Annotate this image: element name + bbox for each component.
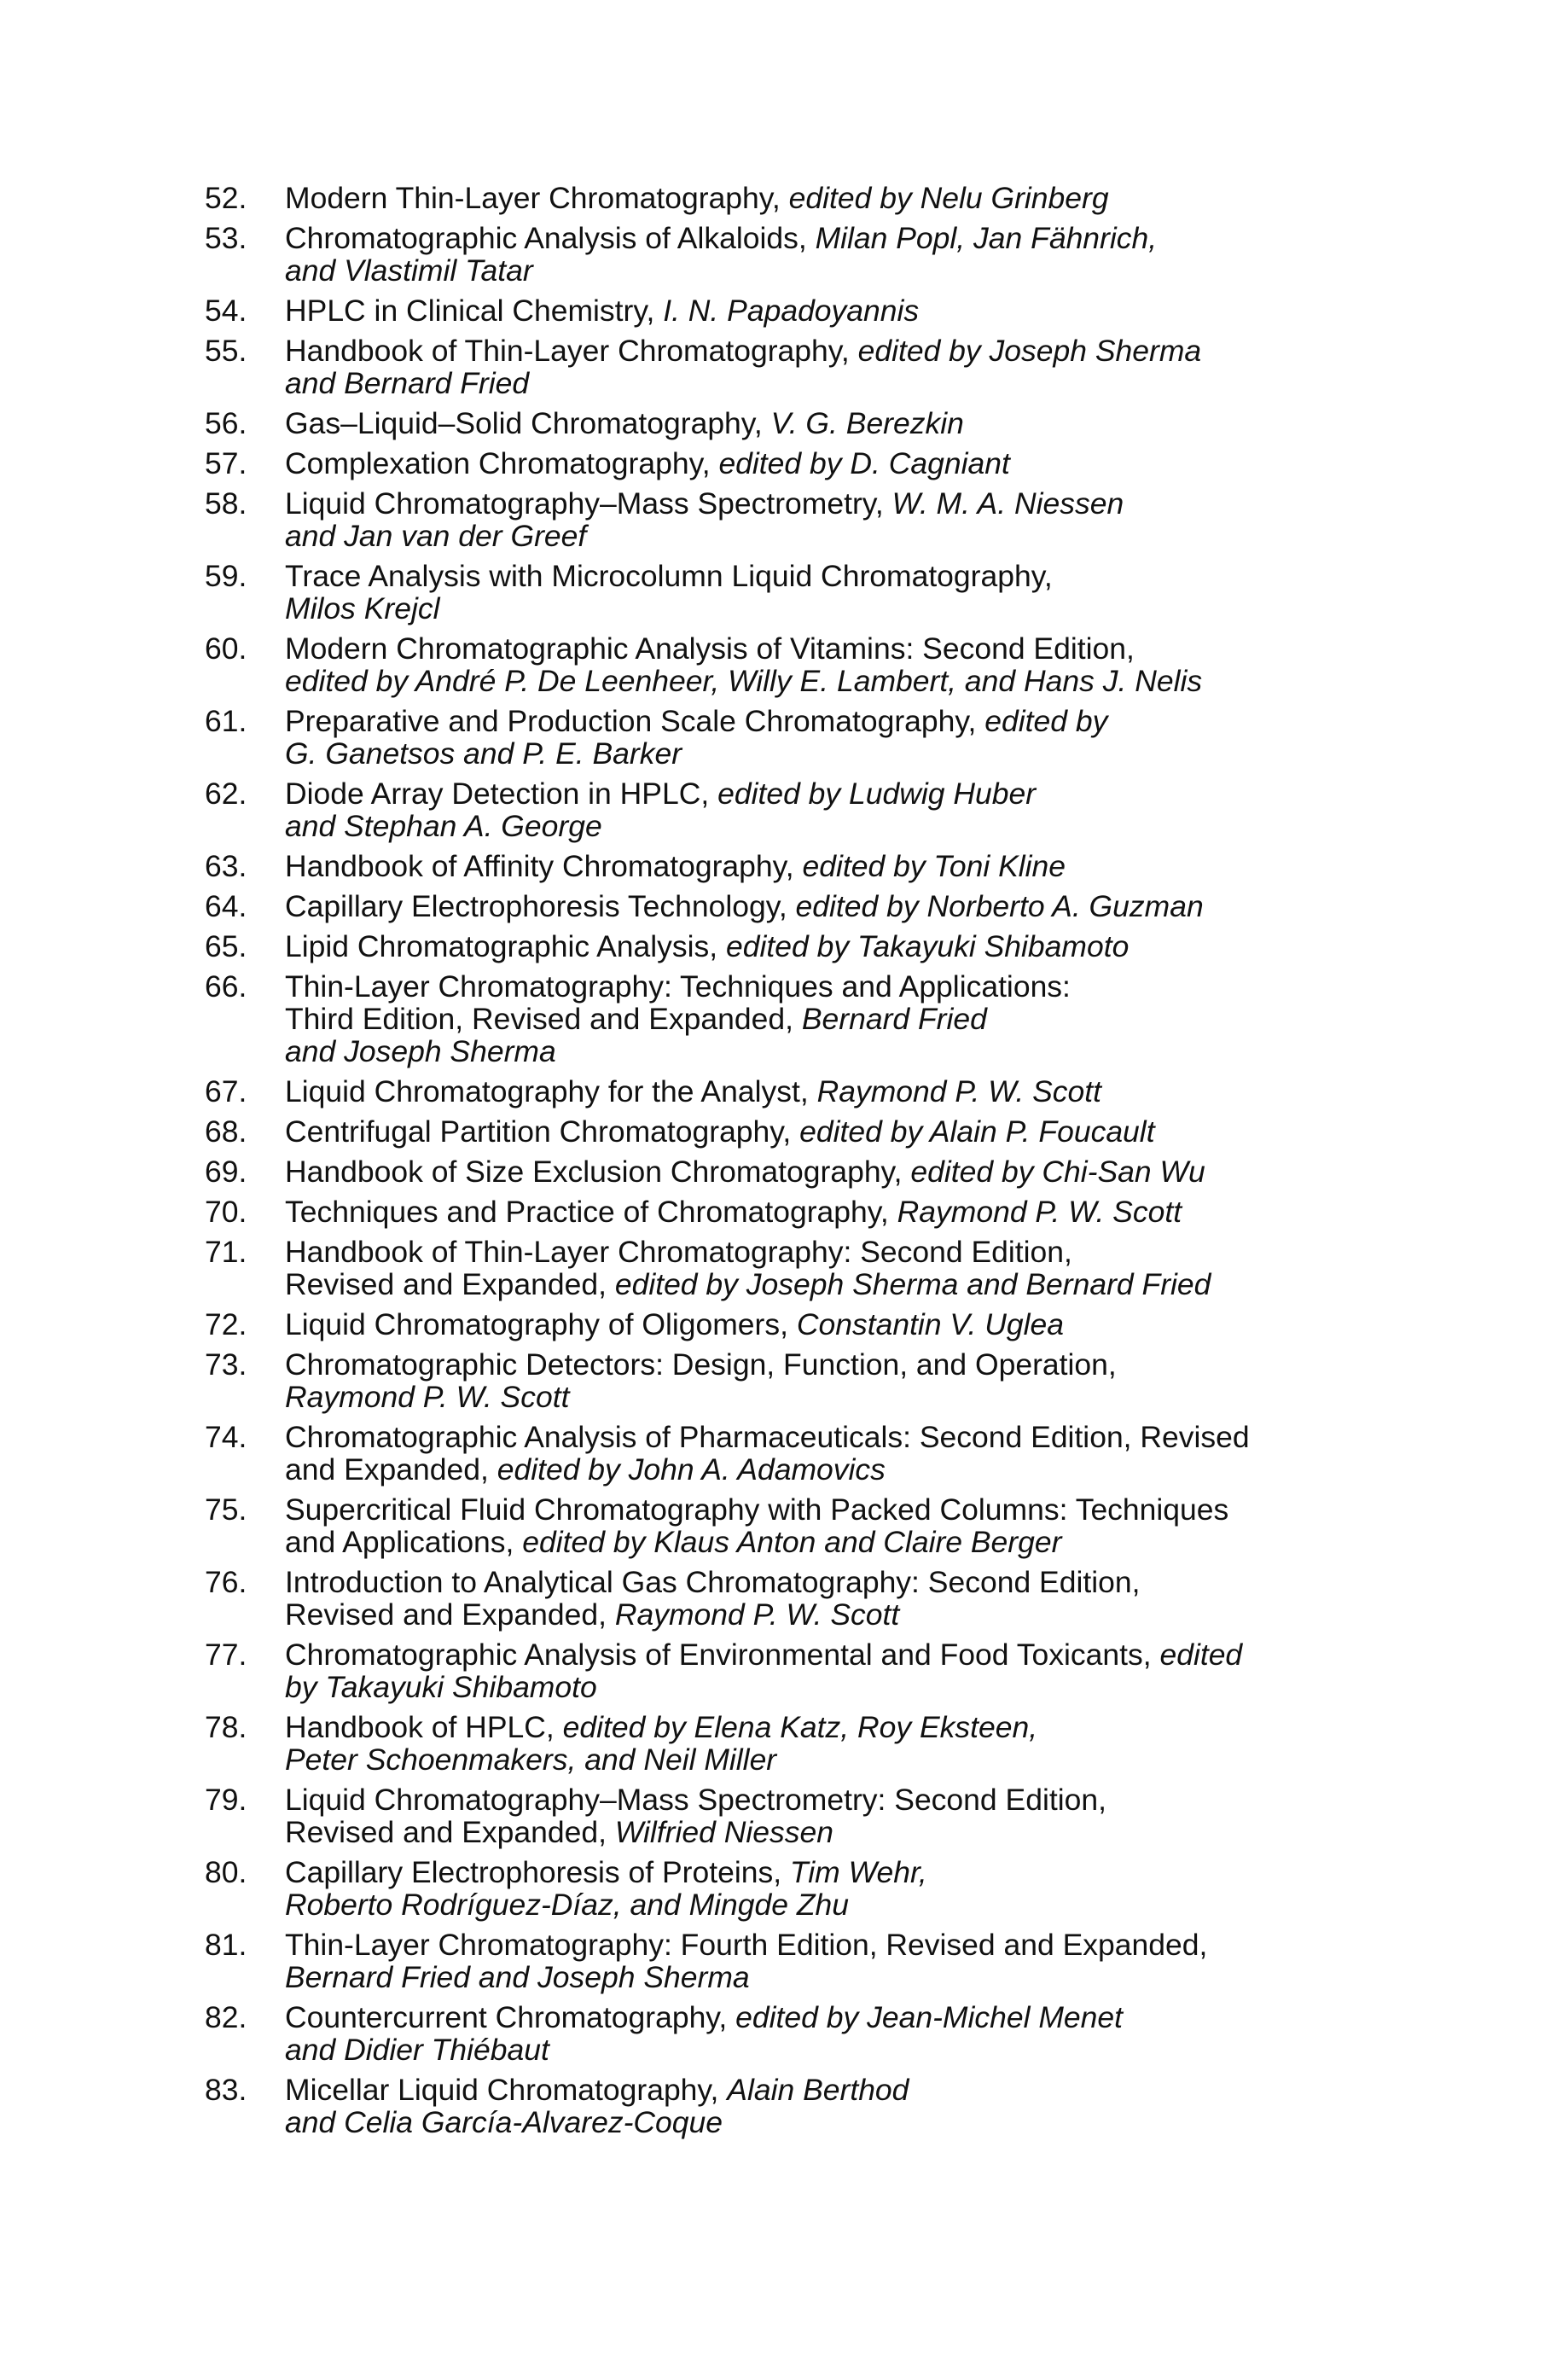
entry-line <box>285 487 1425 520</box>
entry-line <box>285 890 1425 922</box>
entry-number: 75. <box>205 1492 247 1527</box>
entry-number: 71. <box>205 1235 247 1269</box>
entry-line <box>285 1929 1425 1961</box>
list-item <box>205 2074 1425 2138</box>
entry-author-text: edited by D. Cagniant <box>718 446 1010 480</box>
list-item <box>205 777 1425 842</box>
entry-title-text: Third Edition, Revised and Expanded, <box>285 1002 802 1036</box>
entry-number: 63. <box>205 849 247 883</box>
list-item <box>205 1236 1425 1300</box>
entry-line <box>285 1638 1425 1671</box>
entry-title-text: Revised and Expanded, <box>285 1597 615 1632</box>
entry-line <box>285 850 1425 882</box>
entry-title-text: Micellar Liquid Chromatography, <box>285 2073 728 2107</box>
list-item <box>205 1421 1425 1486</box>
entry-line <box>285 810 1425 842</box>
entry-line <box>285 1711 1425 1743</box>
entry-number: 82. <box>205 2000 247 2034</box>
entry-line <box>285 222 1425 254</box>
entry-line <box>285 1035 1425 1068</box>
entry-number: 81. <box>205 1928 247 1962</box>
entry-author-text: Milos Krejcl <box>285 591 440 625</box>
entry-title-text: Lipid Chromatographic Analysis, <box>285 929 726 963</box>
entry-number: 67. <box>205 1074 247 1108</box>
entry-author-text: and Stephan A. George <box>285 809 602 843</box>
entry-author-text: Raymond P. W. Scott <box>285 1380 570 1414</box>
list-item <box>205 1929 1425 1993</box>
entry-author-text: Raymond P. W. Scott <box>614 1597 900 1632</box>
entry-title-text: Chromatographic Analysis of Alkaloids, <box>285 221 816 255</box>
entry-number: 69. <box>205 1155 247 1189</box>
list-item <box>205 407 1425 439</box>
entry-author-text: Wilfried Niessen <box>614 1815 833 1849</box>
entry-line <box>285 777 1425 810</box>
entry-title-text: Revised and Expanded, <box>285 1267 615 1301</box>
entry-author-text: edited by Nelu Grinberg <box>788 181 1109 215</box>
entry-author-text: Raymond P. W. Scott <box>816 1074 1102 1108</box>
series-list <box>205 182 1425 2146</box>
list-item <box>205 1856 1425 1921</box>
entry-author-text: edited by Klaus Anton and Claire Berger <box>522 1525 1062 1559</box>
list-item <box>205 890 1425 922</box>
entry-number: 70. <box>205 1195 247 1229</box>
entry-line <box>285 1856 1425 1888</box>
entry-title-text: and Expanded, <box>285 1452 497 1487</box>
entry-line <box>285 560 1425 592</box>
entry-author-text: Bernard Fried and Joseph Sherma <box>285 1960 750 1994</box>
entry-title-text: Modern Thin-Layer Chromatography, <box>285 181 789 215</box>
entry-line <box>285 182 1425 214</box>
entry-title-text: Handbook of Thin-Layer Chromatography, <box>285 334 858 368</box>
list-item <box>205 447 1425 480</box>
entry-author-text: Peter Schoenmakers, and Neil Miller <box>285 1743 777 1777</box>
entry-author-text: Raymond P. W. Scott <box>897 1195 1182 1229</box>
entry-line <box>285 1888 1425 1921</box>
entry-line <box>285 1961 1425 1993</box>
list-item <box>205 850 1425 882</box>
entry-line <box>285 1493 1425 1526</box>
entry-author-text: edited by Chi-San Wu <box>910 1155 1205 1189</box>
entry-line <box>285 2033 1425 2066</box>
entry-title-text: Chromatographic Detectors: Design, Function, and Operation, <box>285 1347 1117 1382</box>
list-item <box>205 1493 1425 1558</box>
entry-number: 68. <box>205 1114 247 1149</box>
list-item <box>205 1711 1425 1776</box>
list-item <box>205 1115 1425 1148</box>
list-item <box>205 294 1425 327</box>
entry-line <box>285 665 1425 697</box>
entry-author-text: and Bernard Fried <box>285 366 530 400</box>
entry-author-text: and Didier Thiébaut <box>285 2033 549 2067</box>
entry-line <box>285 367 1425 399</box>
entry-number: 76. <box>205 1565 247 1599</box>
entry-line <box>285 2001 1425 2033</box>
entry-number: 52. <box>205 181 247 215</box>
entry-title-text: Introduction to Analytical Gas Chromatography: Second Edition, <box>285 1565 1141 1599</box>
entry-author-text: Tim Wehr, <box>789 1855 927 1889</box>
entry-line <box>285 335 1425 367</box>
entry-title-text: Thin-Layer Chromatography: Fourth Edition, Revised and Expanded, <box>285 1928 1208 1962</box>
entry-title-text: Techniques and Practice of Chromatography, <box>285 1195 897 1229</box>
entry-number: 64. <box>205 889 247 923</box>
entry-author-text: edited by Jean-Michel Menet <box>735 2000 1124 2034</box>
entry-number: 80. <box>205 1855 247 1889</box>
entry-title-text: Capillary Electrophoresis of Proteins, <box>285 1855 790 1889</box>
entry-title-text: Handbook of Thin-Layer Chromatography: Second Edition, <box>285 1235 1072 1269</box>
list-item <box>205 335 1425 399</box>
list-item <box>205 560 1425 625</box>
entry-line <box>285 1003 1425 1035</box>
entry-number: 74. <box>205 1420 247 1454</box>
entry-author-text: G. Ganetsos and P. E. Barker <box>285 736 682 771</box>
entry-author-text: edited by Toni Kline <box>802 849 1066 883</box>
entry-title-text: Handbook of HPLC, <box>285 1710 563 1744</box>
entry-number: 65. <box>205 929 247 963</box>
entry-author-text: and Joseph Sherma <box>285 1034 556 1068</box>
entry-title-text: Handbook of Affinity Chromatography, <box>285 849 803 883</box>
entry-line <box>285 1236 1425 1268</box>
list-item <box>205 1075 1425 1108</box>
entry-title-text: Supercritical Fluid Chromatography with Packed Columns: Techniques <box>285 1492 1229 1527</box>
list-item <box>205 930 1425 963</box>
entry-number: 54. <box>205 294 247 328</box>
entry-line <box>285 632 1425 665</box>
entry-title-text: Gas–Liquid–Solid Chromatography, <box>285 406 771 440</box>
entry-author-text: V. G. Berezkin <box>770 406 964 440</box>
entry-line <box>285 1381 1425 1413</box>
entry-author-text: I. N. Papadoyannis <box>663 294 920 328</box>
entry-line <box>285 1196 1425 1228</box>
entry-author-text: edited by Ludwig Huber <box>717 777 1037 811</box>
entry-line <box>285 2074 1425 2106</box>
entry-author-text: and Vlastimil Tatar <box>285 253 533 288</box>
entry-title-text: Thin-Layer Chromatography: Techniques and Applications: <box>285 969 1071 1004</box>
entry-author-text: edited by Norberto A. Guzman <box>795 889 1204 923</box>
entry-title-text: Revised and Expanded, <box>285 1815 615 1849</box>
list-item <box>205 705 1425 770</box>
entry-line <box>285 1348 1425 1381</box>
entry-number: 83. <box>205 2073 247 2107</box>
entry-title-text: Chromatographic Analysis of Pharmaceuticals: Second Edition, Revised <box>285 1420 1250 1454</box>
entry-line <box>285 592 1425 625</box>
entry-author-text: by Takayuki Shibamoto <box>285 1670 597 1704</box>
entry-line <box>285 1526 1425 1558</box>
entry-line <box>285 447 1425 480</box>
entry-title-text: Capillary Electrophoresis Technology, <box>285 889 796 923</box>
entry-author-text: edited by Takayuki Shibamoto <box>726 929 1130 963</box>
entry-line <box>285 1115 1425 1148</box>
entry-line <box>285 407 1425 439</box>
entry-number: 77. <box>205 1638 247 1672</box>
entry-title-text: Preparative and Production Scale Chromatography, <box>285 704 985 738</box>
entry-line <box>285 1783 1425 1816</box>
entry-number: 78. <box>205 1710 247 1744</box>
entry-title-text: Chromatographic Analysis of Environmental and Food Toxicants, <box>285 1638 1160 1672</box>
list-item <box>205 182 1425 214</box>
entry-title-text: Liquid Chromatography of Oligomers, <box>285 1307 797 1341</box>
entry-title-text: Countercurrent Chromatography, <box>285 2000 736 2034</box>
entry-line <box>285 520 1425 552</box>
entry-title-text: Trace Analysis with Microcolumn Liquid Chromatography, <box>285 559 1053 593</box>
entry-line <box>285 1453 1425 1486</box>
list-item <box>205 1566 1425 1631</box>
entry-line <box>285 705 1425 737</box>
entry-number: 62. <box>205 777 247 811</box>
entry-line <box>285 970 1425 1003</box>
entry-title-text: Liquid Chromatography for the Analyst, <box>285 1074 817 1108</box>
entry-author-text: edited <box>1159 1638 1243 1672</box>
entry-author-text: edited by Joseph Sherma <box>857 334 1202 368</box>
entry-line <box>285 1421 1425 1453</box>
entry-author-text: edited by Elena Katz, Roy Eksteen, <box>562 1710 1038 1744</box>
list-item <box>205 1783 1425 1848</box>
list-item <box>205 222 1425 287</box>
entry-author-text: and Celia García-Alvarez-Coque <box>285 2105 723 2139</box>
entry-line <box>285 294 1425 327</box>
entry-line <box>285 1743 1425 1776</box>
entry-line <box>285 1308 1425 1341</box>
entry-number: 61. <box>205 704 247 738</box>
entry-author-text: edited by Joseph Sherma and Bernard Fried <box>614 1267 1211 1301</box>
entry-author-text: edited by John A. Adamovics <box>497 1452 886 1487</box>
list-item <box>205 1155 1425 1188</box>
list-item <box>205 1196 1425 1228</box>
entry-number: 73. <box>205 1347 247 1382</box>
list-item <box>205 2001 1425 2066</box>
entry-line <box>285 254 1425 287</box>
entry-number: 58. <box>205 486 247 521</box>
entry-title-text: Handbook of Size Exclusion Chromatography, <box>285 1155 911 1189</box>
entry-title-text: Diode Array Detection in HPLC, <box>285 777 718 811</box>
entry-author-text: Roberto Rodríguez-Díaz, and Mingde Zhu <box>285 1888 850 1922</box>
entry-author-text: edited by Alain P. Foucault <box>799 1114 1155 1149</box>
entry-line <box>285 1598 1425 1631</box>
entry-line <box>285 737 1425 770</box>
entry-line <box>285 1268 1425 1300</box>
list-item <box>205 1348 1425 1413</box>
entry-number: 60. <box>205 631 247 666</box>
entry-author-text: edited by André P. De Leenheer, Willy E. Lambert, and Hans J. Nelis <box>285 664 1203 698</box>
entry-line <box>285 1155 1425 1188</box>
entry-number: 55. <box>205 334 247 368</box>
entry-author-text: Milan Popl, Jan Fähnrich, <box>815 221 1158 255</box>
entry-line <box>285 1816 1425 1848</box>
entry-line <box>285 1075 1425 1108</box>
entry-title-text: Liquid Chromatography–Mass Spectrometry: Second Edition, <box>285 1783 1106 1817</box>
entry-line <box>285 2106 1425 2138</box>
entry-author-text: W. M. A. Niessen <box>891 486 1124 521</box>
entry-line <box>285 1671 1425 1703</box>
entry-number: 66. <box>205 969 247 1004</box>
entry-line <box>285 1566 1425 1598</box>
entry-number: 59. <box>205 559 247 593</box>
entry-line <box>285 930 1425 963</box>
list-item <box>205 1308 1425 1341</box>
entry-title-text: Liquid Chromatography–Mass Spectrometry, <box>285 486 892 521</box>
list-item <box>205 632 1425 697</box>
entry-number: 56. <box>205 406 247 440</box>
list-item <box>205 487 1425 552</box>
entry-author-text: Alain Berthod <box>727 2073 909 2107</box>
entry-author-text: edited by <box>984 704 1108 738</box>
list-item <box>205 1638 1425 1703</box>
entry-title-text: Complexation Chromatography, <box>285 446 719 480</box>
entry-number: 53. <box>205 221 247 255</box>
entry-number: 57. <box>205 446 247 480</box>
entry-title-text: and Applications, <box>285 1525 523 1559</box>
entry-author-text: and Jan van der Greef <box>285 519 587 553</box>
entry-number: 72. <box>205 1307 247 1341</box>
entry-number: 79. <box>205 1783 247 1817</box>
entry-author-text: Bernard Fried <box>801 1002 987 1036</box>
list-item <box>205 970 1425 1068</box>
entry-author-text: Constantin V. Uglea <box>796 1307 1064 1341</box>
entry-title-text: Modern Chromatographic Analysis of Vitamins: Second Edition, <box>285 631 1135 666</box>
entry-title-text: HPLC in Clinical Chemistry, <box>285 294 664 328</box>
entry-title-text: Centrifugal Partition Chromatography, <box>285 1114 800 1149</box>
